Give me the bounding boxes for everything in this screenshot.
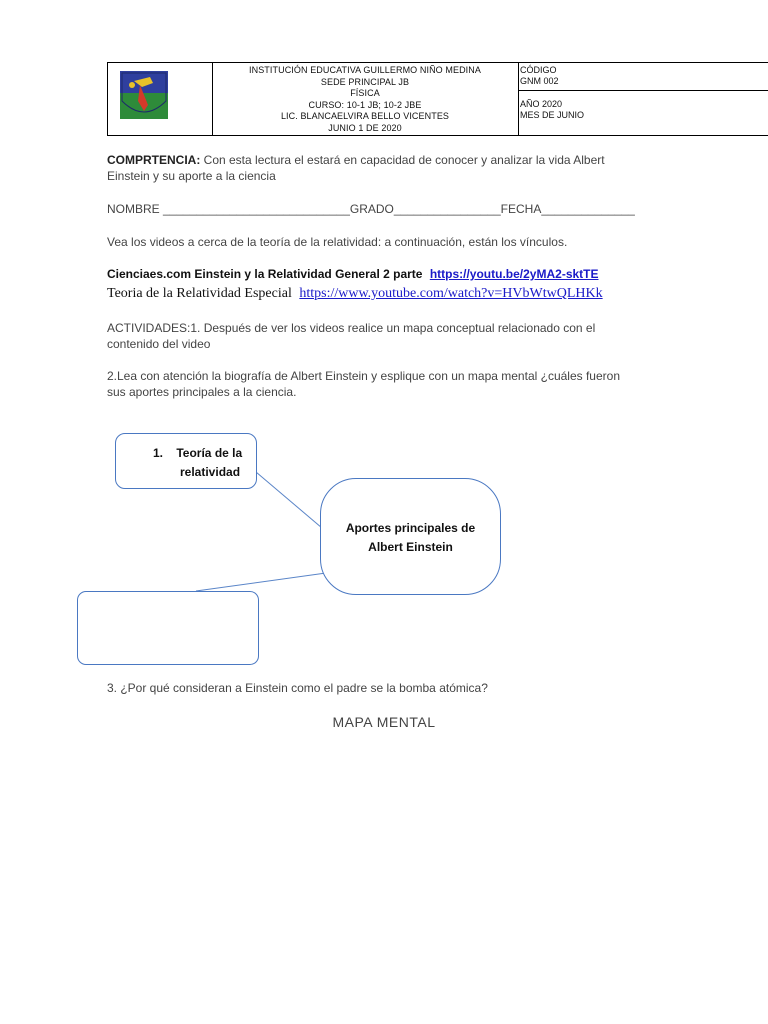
activity-2-line1: 2.Lea con atención la biografía de Albert Einstein y esplique con un mapa mental ¿cuáles fueron bbox=[107, 369, 620, 383]
subject-name: FÍSICA bbox=[350, 88, 380, 98]
videos-intro: Vea los videos a cerca de la teoría de la relatividad: a continuación, están los vínculos. bbox=[107, 235, 568, 249]
center-node-line2: Albert Einstein bbox=[368, 540, 453, 554]
student-fields-line: NOMBRE ____________________________GRADO________________FECHA______________ bbox=[107, 202, 635, 216]
box-teoria-line2: relatividad bbox=[180, 465, 241, 479]
mapa-mental-title: MAPA MENTAL bbox=[332, 714, 436, 730]
activity-1-line2: contenido del video bbox=[107, 337, 211, 351]
mind-map-center-node bbox=[320, 478, 501, 595]
mind-map-box-teoria bbox=[115, 433, 257, 489]
competencia-text-line1: Con esta lectura el estará en capacidad de conocer y analizar la vida Albert bbox=[200, 153, 605, 167]
box-teoria-line1: Teoría de la bbox=[176, 446, 243, 460]
course-info: CURSO: 10-1 JB; 10-2 JBE bbox=[308, 99, 422, 110]
teacher-name: LIC. BLANCAELVIRA BELLO VICENTES bbox=[280, 111, 450, 121]
connector-line-1 bbox=[256, 472, 322, 528]
mes-label: MES DE JUNIO bbox=[520, 110, 585, 120]
connector-line-2 bbox=[196, 573, 326, 591]
competencia-text-line2: Einstein y su aporte a la ciencia bbox=[107, 169, 276, 183]
center-node-line1: Aportes principales de bbox=[345, 521, 476, 535]
link-2-label: Teoria de la Relatividad Especial bbox=[107, 286, 292, 301]
link-1-label: Cienciaes.com Einstein y la Relatividad General 2 parte bbox=[107, 267, 423, 281]
competencia-label: COMPRTENCIA: bbox=[107, 153, 201, 167]
codigo-value: GNM 002 bbox=[520, 76, 559, 86]
question-3: 3. ¿Por qué consideran a Einstein como el padre se la bomba atómica? bbox=[107, 681, 488, 695]
link-2-url[interactable]: https://www.youtube.com/watch?v=HVbWtwQLHKk bbox=[299, 286, 603, 301]
activity-1-line1: ACTIVIDADES:1. Después de ver los videos realice un mapa conceptual relacionado con el bbox=[107, 321, 596, 335]
mind-map-empty-box bbox=[77, 591, 259, 665]
anio-label: AÑO 2020 bbox=[520, 99, 563, 109]
link-1-url[interactable]: https://youtu.be/2yMA2-sktTE bbox=[429, 267, 599, 281]
document-date: JUNIO 1 DE 2020 bbox=[328, 122, 402, 133]
school-name: INSTITUCIÓN EDUCATIVA GUILLERMO NIÑO MEDINA bbox=[249, 65, 481, 75]
campus-name: SEDE PRINCIPAL JB bbox=[320, 76, 410, 87]
box-number: 1. bbox=[153, 446, 164, 460]
codigo-label: CÓDIGO bbox=[520, 65, 557, 75]
activity-2-line2: sus aportes principales a la ciencia. bbox=[107, 385, 297, 399]
